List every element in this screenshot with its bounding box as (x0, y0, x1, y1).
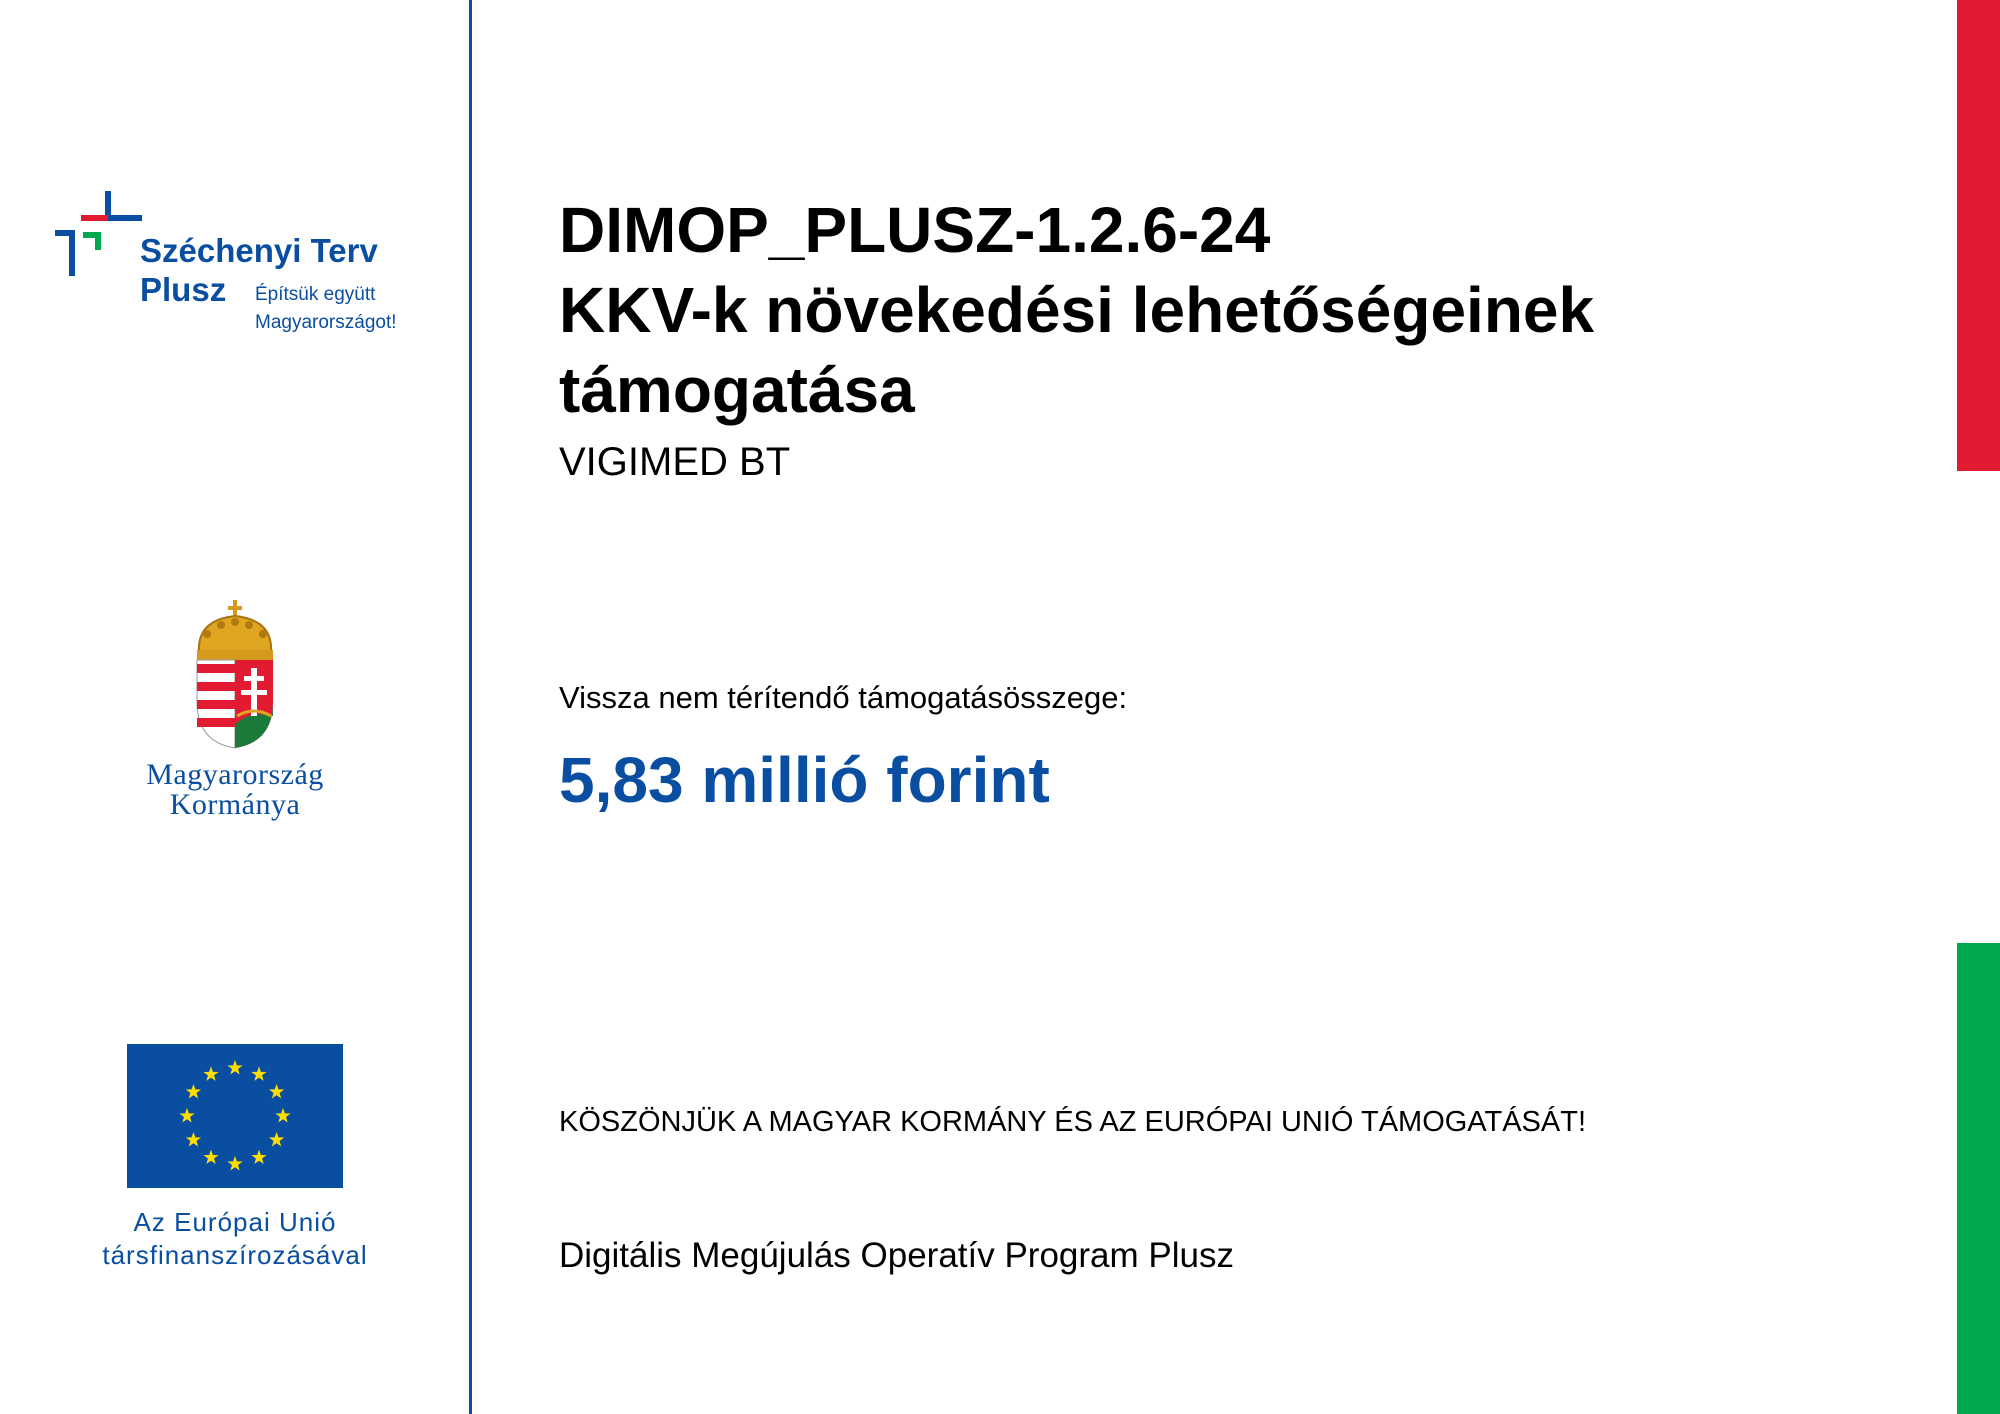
eu-flag-icon (127, 1044, 343, 1188)
szechenyi-terv-logo (55, 188, 435, 338)
beneficiary-name: VIGIMED BT (559, 440, 791, 484)
szechenyi-title: Széchenyi Terv (140, 232, 378, 269)
eu-logo (60, 1044, 410, 1272)
project-title-line1: KKV-k növekedési lehetőségeinek (559, 274, 1595, 346)
government-logo (100, 598, 370, 828)
grant-amount: 5,83 millió forint (559, 744, 1050, 816)
government-name-line1: Magyarország (146, 758, 324, 791)
flag-stripe-red (1957, 0, 2000, 471)
eu-text-line2: társfinanszírozásával (102, 1240, 368, 1270)
government-name-line2: Kormánya (169, 788, 301, 821)
project-title-line2: támogatása (559, 354, 915, 426)
grant-label: Vissza nem térítendő támogatásösszege: (559, 680, 1128, 715)
szechenyi-plusz: Plusz (140, 271, 227, 308)
thanks-message: KÖSZÖNJÜK A MAGYAR KORMÁNY ÉS AZ EURÓPAI UNIÓ TÁMOGATÁSÁT! (559, 1106, 1587, 1138)
project-code: DIMOP_PLUSZ-1.2.6-24 (559, 194, 1271, 266)
szechenyi-slogan-line1: Építsük együtt (255, 284, 376, 305)
szechenyi-cross-icon (55, 188, 145, 278)
flag-stripe-green (1957, 943, 2000, 1414)
coat-of-arms-icon (193, 598, 277, 750)
vertical-divider (469, 0, 472, 1414)
program-name: Digitális Megújulás Operatív Program Plusz (559, 1236, 1234, 1275)
eu-cofinancing-text (60, 1206, 410, 1272)
szechenyi-slogan-line2: Magyarországot! (255, 312, 397, 333)
project-title (559, 190, 1859, 430)
eu-text-line1: Az Európai Unió (133, 1207, 337, 1237)
